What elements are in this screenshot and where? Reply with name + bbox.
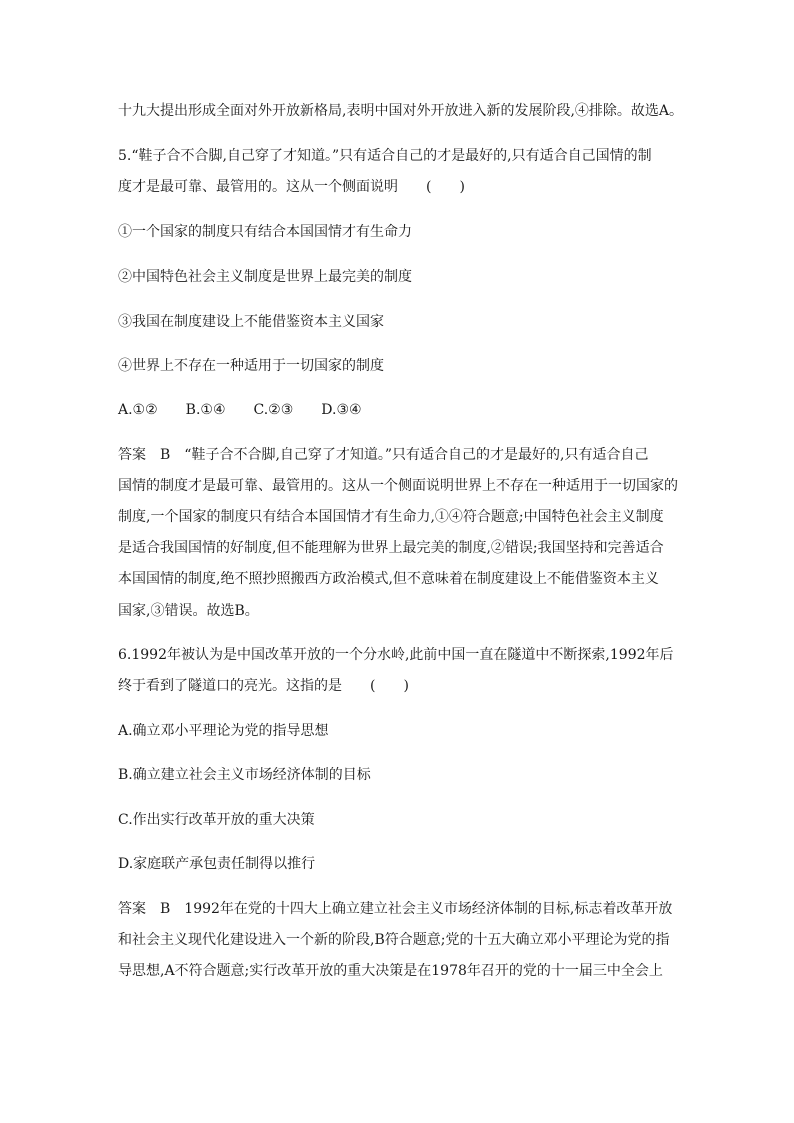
option-b: B.确立建立社会主义市场经济体制的目标 bbox=[118, 767, 371, 783]
answer-5: 国家,③错误。故选B。 bbox=[118, 603, 259, 619]
text-line: 十九大提出形成全面对外开放新格局,表明中国对外开放进入新的发展阶段,④排除。故选A。 bbox=[118, 103, 684, 119]
option-d: D.家庭联产承包责任制得以推行 bbox=[118, 856, 316, 872]
answer-6: 导思想,A不符合题意;实行改革开放的重大决策是在1978年召开的党的十一届三中全会上 bbox=[118, 963, 663, 979]
option-c: C.作出实行改革开放的重大决策 bbox=[118, 812, 315, 828]
statement-3: ③我国在制度建设上不能借鉴资本主义国家 bbox=[118, 314, 384, 330]
answer-6: 和社会主义现代化建设进入一个新的阶段,B符合题意;党的十五大确立邓小平理论为党的指 bbox=[118, 932, 670, 948]
statement-4: ④世界上不存在一种适用于一切国家的制度 bbox=[118, 358, 384, 374]
answer-6: 答案 B 1992年在党的十四大上确立建立社会主义市场经济体制的目标,标志着改革开放 bbox=[118, 901, 673, 917]
question-6-stem: 终于看到了隧道口的亮光。这指的是 ( ) bbox=[118, 678, 409, 694]
answer-5: 答案 B “鞋子合不合脚,自己穿了才知道。”只有适合自己的才是最好的,只有适合自己 bbox=[118, 447, 649, 463]
statement-2: ②中国特色社会主义制度是世界上最完美的制度 bbox=[118, 269, 412, 285]
answer-5: 是适合我国国情的好制度,但不能理解为世界上最完美的制度,②错误;我国坚持和完善适合 bbox=[118, 540, 664, 556]
option-a: A.确立邓小平理论为党的指导思想 bbox=[118, 723, 329, 739]
statement-1: ①一个国家的制度只有结合本国国情才有生命力 bbox=[118, 224, 412, 240]
answer-5: 国情的制度才是最可靠、最管用的。这从一个侧面说明世界上不存在一种适用于一切国家的 bbox=[118, 478, 678, 494]
question-5-stem: 度才是最可靠、最管用的。这从一个侧面说明 ( ) bbox=[118, 179, 465, 195]
question-5-stem: 5.“鞋子合不合脚,自己穿了才知道。”只有适合自己的才是最好的,只有适合自己国情的制 bbox=[118, 148, 652, 164]
question-6-stem: 6.1992年被认为是中国改革开放的一个分水岭,此前中国一直在隧道中不断探索,1992年后 bbox=[118, 647, 674, 663]
answer-5: 制度,一个国家的制度只有结合本国国情才有生命力,①④符合题意;中国特色社会主义制度 bbox=[118, 509, 664, 525]
answer-5: 本国国情的制度,绝不照抄照搬西方政治模式,但不意味着在制度建设上不能借鉴资本主义 bbox=[118, 571, 659, 587]
question-5-options: A.①② B.①④ C.②③ D.③④ bbox=[118, 402, 362, 418]
